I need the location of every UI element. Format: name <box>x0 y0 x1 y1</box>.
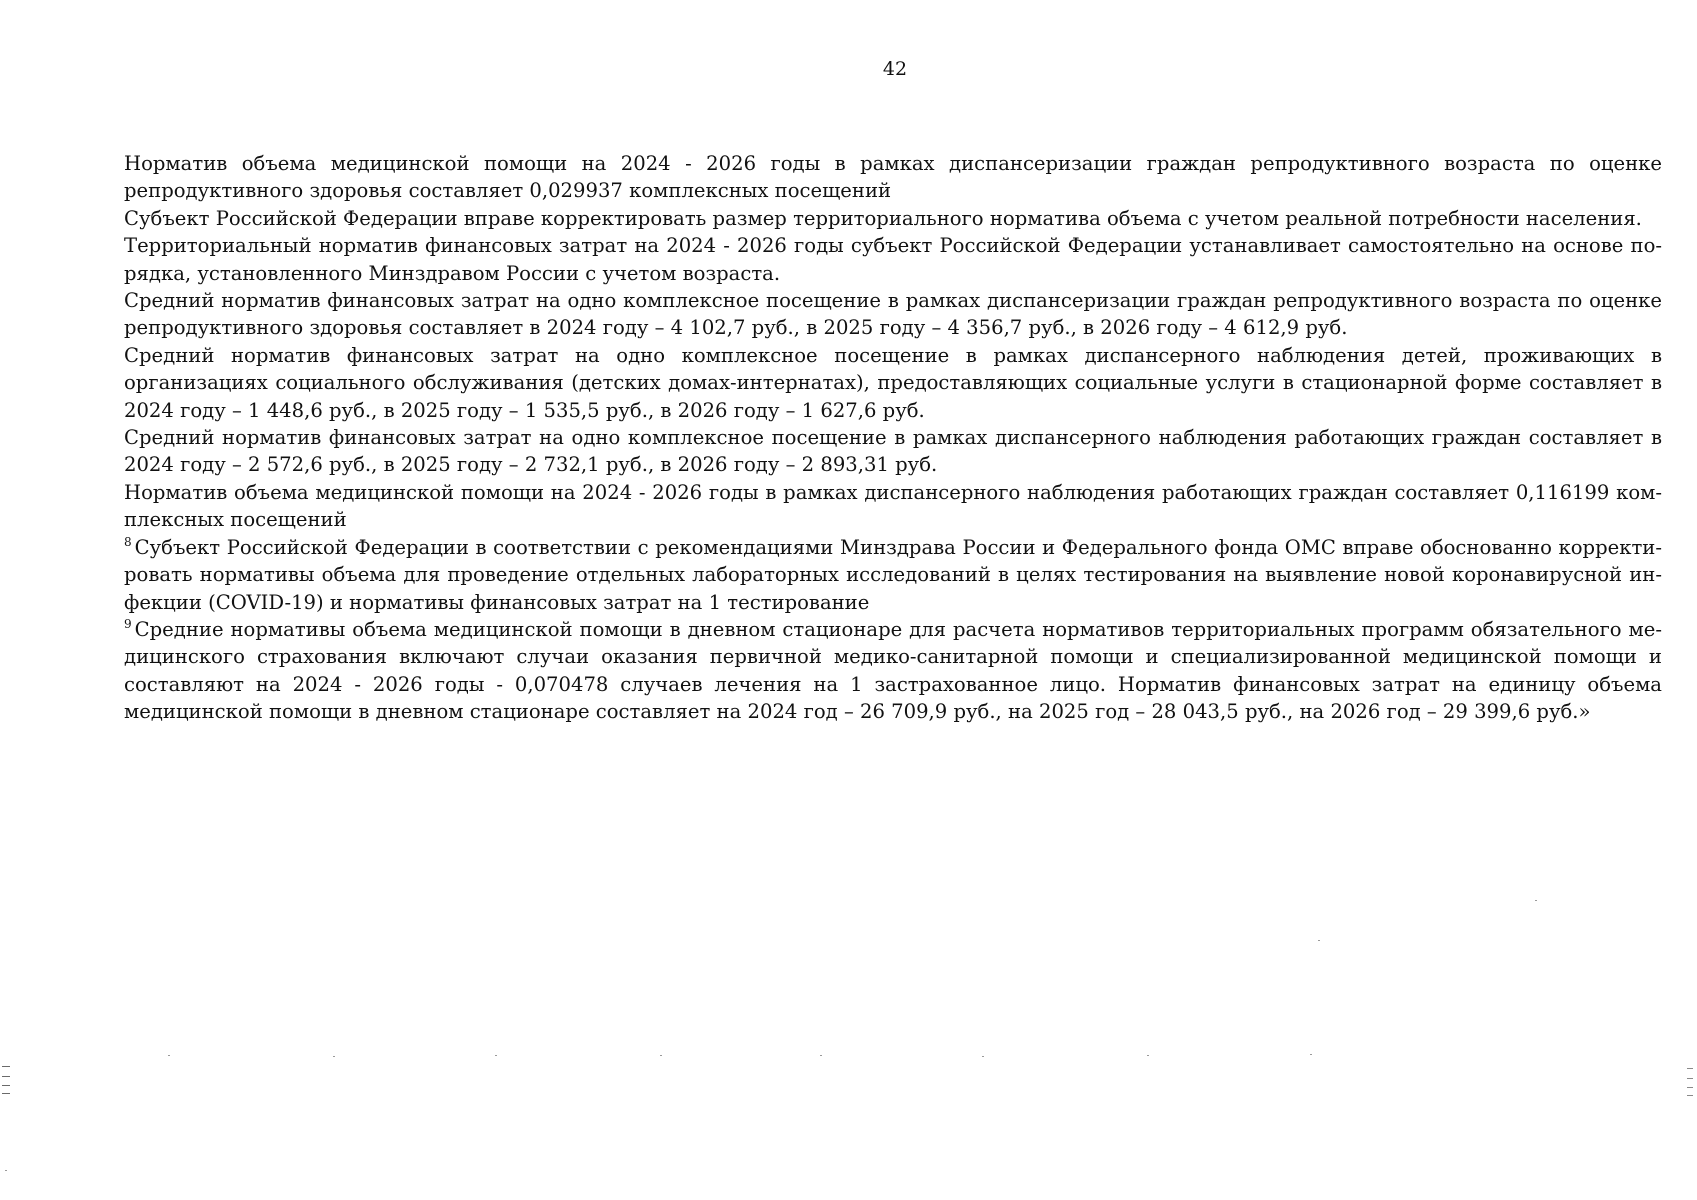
footnote-mark: 8 <box>124 535 132 550</box>
document-body <box>124 150 1662 726</box>
scan-artifact <box>5 1170 7 1171</box>
paragraph-reproductive-health-volume: Норматив объема медицинской помощи на 2024 - 2026 годы в рамках диспансеризации граждан репродуктивного возраста по оценке репродуктивного здоровья составляет 0,029937 комплексных посещений <box>124 152 1662 203</box>
scan-edge-mark <box>1687 1068 1693 1069</box>
paragraph-working-citizens-volume: Норматив объема медицинской помощи на 2024 - 2026 годы в рамках диспансерного наблюдения работающих граждан составляет 0,116199 комплексных посещений <box>124 480 1662 532</box>
scan-edge-mark <box>2 1093 10 1094</box>
scan-artifact <box>495 1055 497 1056</box>
scan-artifact <box>1535 900 1537 901</box>
footnote-text: Субъект Российской Федерации в соответствии с рекомендациями Минздрава России и Федерального фонда ОМС вправе обоснованно корректировать нормативы объема для проведение отдельных лабораторных исследований в целях тестирования на выявление новой коронавирусной инфекции (COVID-19) и нормативы финансовых затрат на 1 тестирование <box>124 535 1662 614</box>
scan-artifact <box>1318 940 1320 941</box>
paragraph-territorial-finance-norm: Территориальный норматив финансовых затрат на 2024 - 2026 годы субъект Российской Федерации устанавливает самостоятельно на основе порядка, установленного Минздравом России с учетом возраста. <box>124 234 1662 285</box>
scan-edge-mark <box>2 1066 10 1067</box>
scan-edge-mark <box>2 1085 10 1086</box>
paragraph-working-citizens-cost: Средний норматив финансовых затрат на одно комплексное посещение в рамках диспансерного наблюдения работающих граждан составляет в 2024 году – 2 572,6 руб., в 2025 году – 2 732,1 руб., в 2026 году – 2 893,31 руб. <box>124 426 1662 477</box>
paragraph-subject-adjust-volume: Субъект Российской Федерации вправе корректировать размер территориального норматива объема с учетом реальной потребности населения. <box>124 206 1642 230</box>
paragraph-children-dispensary-cost: Средний норматив финансовых затрат на одно комплексное посещение в рамках диспансерного наблюдения детей, проживающих в организациях социального обслуживания (детских домах-интернатах), предоставляющих социальные услуги в стационарной форме составляет в 2024 году – 1 448,6 руб., в 2025 году – 1 535,5 руб., в 2026 году – 1 627,6 руб. <box>124 343 1662 422</box>
footnote-8 <box>124 534 1662 616</box>
scan-artifact <box>333 1056 335 1057</box>
page-number: 42 <box>882 58 908 80</box>
scan-edge-mark <box>1687 1087 1693 1088</box>
scan-artifact <box>820 1055 822 1056</box>
scan-edge-mark <box>1687 1095 1693 1096</box>
scan-artifact <box>660 1055 662 1056</box>
footnote-mark: 9 <box>124 617 132 632</box>
scan-artifact <box>1310 1054 1312 1055</box>
scan-artifact <box>1147 1055 1149 1056</box>
paragraph-reproductive-health-cost: Средний норматив финансовых затрат на одно комплексное посещение в рамках диспансеризации граждан репродуктивного возраста по оценке репродуктивного здоровья составляет в 2024 году – 4 102,7 руб., в 2025 году – 4 356,7 руб., в 2026 году – 4 612,9 руб. <box>124 289 1662 340</box>
scan-edge-mark <box>1687 1078 1693 1079</box>
scan-artifact <box>982 1056 984 1057</box>
footnote-9 <box>124 616 1662 726</box>
scan-artifact <box>168 1055 170 1056</box>
scan-edge-mark <box>2 1076 10 1077</box>
footnote-text: Средние нормативы объема медицинской помощи в дневном стационаре для расчета нормативов территориальных программ обязательного медицинского страхования включают случаи оказания первичной медико-санитарной помощи и специализированной медицинской помощи и составляют на 2024 - 2026 годы - 0,070478 случаев лечения на 1 застрахованное лицо. Норматив финансовых затрат на единицу объема медицинской помощи в дневном стационаре составляет на 2024 год – 26 709,9 руб., на 2025 год – 28 043,5 руб., на 2026 год – 29 399,6 руб.» <box>124 617 1662 724</box>
